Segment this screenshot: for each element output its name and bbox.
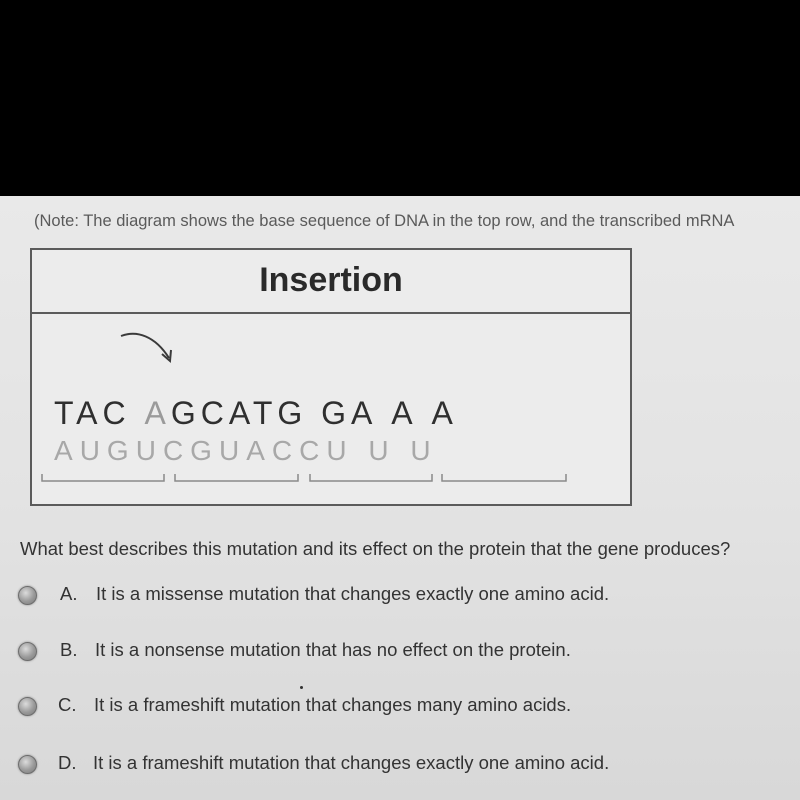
option-letter: C. [58,694,77,715]
question-text: What best describes this mutation and its effect on the protein that the gene produces? [20,538,731,559]
radio-icon[interactable] [18,642,37,661]
option-text[interactable]: It is a frameshift mutation that changes many amino acids. [94,694,572,715]
inserted-base: A [144,395,171,431]
screen [0,196,800,800]
mrna-base: G [190,435,219,466]
option-c[interactable] [0,691,800,721]
option-text[interactable]: It is a missense mutation that changes exactly one amino acid. [96,583,610,604]
option-letter: A. [60,583,78,604]
codon-bracket [310,474,432,481]
option-b[interactable] [0,636,800,666]
option-letter: B. [60,639,78,660]
option-letter: D. [58,752,77,773]
mrna-base: U [410,435,438,466]
dna-sequence [54,395,458,432]
mrna-base: C [271,435,300,466]
option-text[interactable]: It is a frameshift mutation that changes exactly one amino acid. [93,752,610,773]
codon-brackets [32,472,630,484]
mrna-base: U [135,435,163,466]
mrna-base: U [218,435,247,466]
dna-base: A [76,395,103,431]
dna-base: T [54,395,77,431]
mutation-diagram [30,248,632,506]
diagram-title: Insertion [259,260,403,299]
radio-icon[interactable] [18,755,37,774]
option-text[interactable]: It is a nonsense mutation that has no effect on the protein. [95,639,571,660]
dna-base: A [391,395,418,431]
dna-base: T [252,395,278,431]
mrna-base: U [326,435,354,466]
mrna-base: A [246,435,272,466]
radio-icon[interactable] [18,586,37,605]
codon-bracket [442,474,566,481]
dna-base: C [102,395,131,431]
dna-base: C [200,395,229,431]
insertion-arrow-icon [117,328,177,368]
option-d[interactable] [0,749,800,779]
mrna-base: G [106,435,136,466]
diagram-note: (Note: The diagram shows the base sequence of DNA in the top row, and the transcribed mRNA [34,212,735,230]
diagram-header [32,250,630,314]
codon-bracket [175,474,298,481]
dna-base: A [228,395,253,431]
mrna-base: U [79,435,107,466]
dna-base: G [170,395,201,431]
option-a[interactable] [0,580,800,610]
dna-base: G [321,395,352,431]
codon-bracket [42,474,164,481]
mrna-base: C [299,435,327,466]
mrna-base: C [162,435,191,466]
stray-dot [300,686,303,689]
mrna-base: U [368,435,396,466]
mrna-sequence [54,435,438,467]
mrna-base: A [54,435,80,466]
dna-base: A [351,395,378,431]
radio-icon[interactable] [18,697,37,716]
dna-base: G [277,395,308,431]
dna-base: A [431,395,458,431]
diagram-body [32,314,630,504]
